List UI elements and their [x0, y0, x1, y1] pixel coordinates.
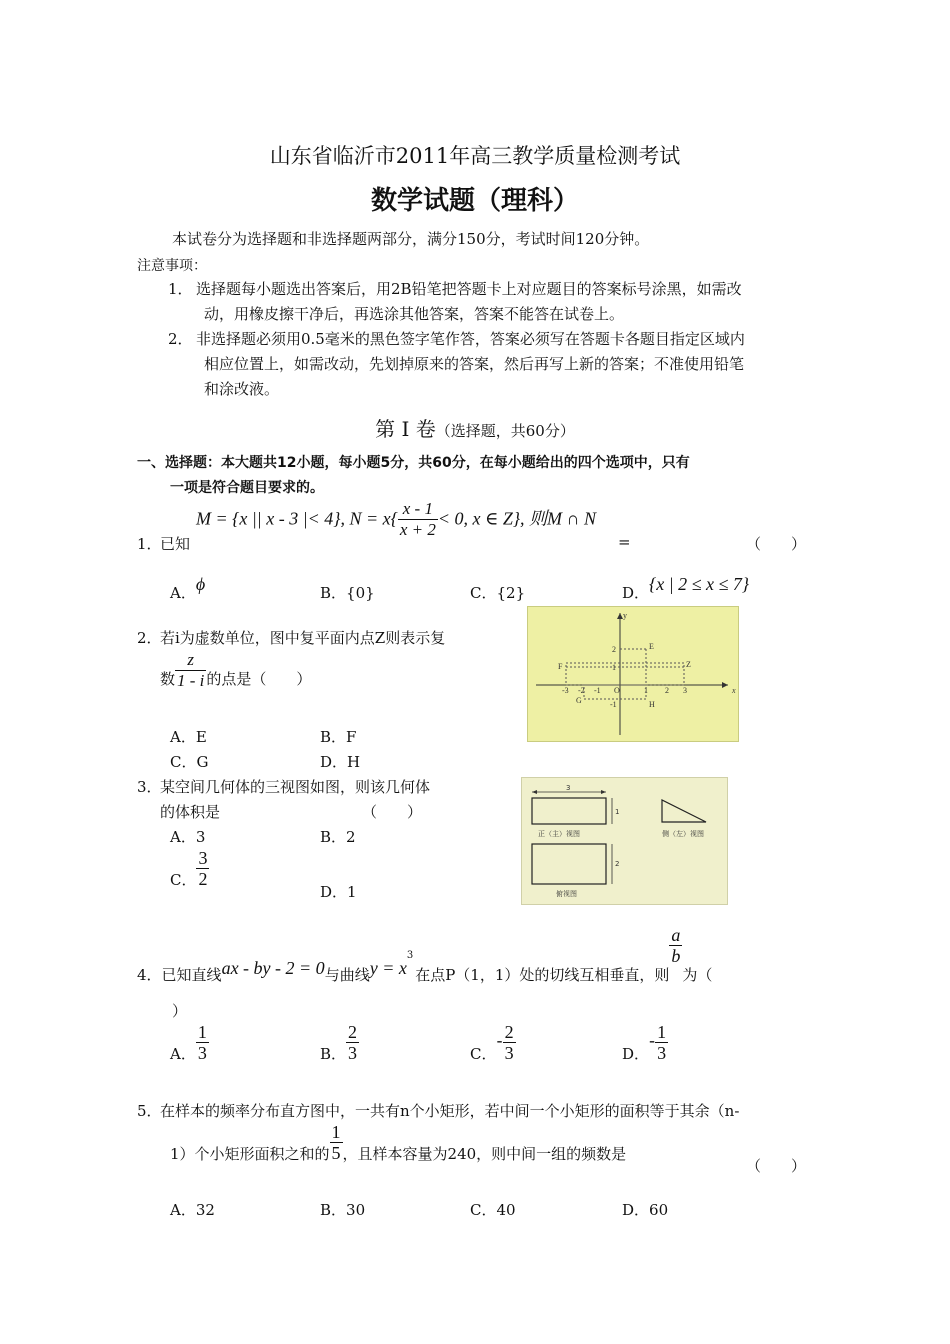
q3-top-label: 俯视图	[556, 890, 577, 898]
q2-ytick-0: 2	[612, 645, 616, 654]
q3-option-d-label: D．	[320, 883, 348, 901]
q4-option-a-num: 1	[197, 1022, 207, 1042]
q5-line1: 在样本的频率分布直方图中，一共有n个小矩形，若中间一个小矩形的面积等于其余（n-	[160, 1102, 740, 1120]
part-instruction-line1: 一、选择题：本大题共12小题，每小题5分，共60分，在每小题给出的四个选项中，只有	[137, 455, 690, 471]
q5-option-a	[170, 1199, 215, 1220]
q2-line1: 若i为虚数单位，图中复平面内点Z则表示复	[160, 629, 446, 647]
q3-three-views-figure	[521, 777, 728, 905]
q4-option-d-den: 3	[657, 1043, 667, 1063]
q4-option-a-den: 3	[197, 1043, 207, 1063]
exam-subtitle: 数学试题（理科）	[370, 186, 579, 216]
q1-option-c-label: C．	[470, 584, 497, 602]
q2-point-g: G	[576, 696, 582, 705]
note-1-line1: 选择题每小题选出答案后，用2B铅笔把答题卡上对应题目的答案标号涂黑，如需改	[196, 280, 742, 298]
q4-option-c-fraction	[503, 1022, 516, 1063]
q2-prefix: 数	[160, 669, 176, 688]
note-2-line2: 相应位置上，如需改动，先划掉原来的答案，然后再写上新的答案；不准使用铅笔	[204, 355, 745, 373]
q2-option-b	[320, 726, 356, 747]
section-title	[0, 413, 950, 442]
q3-answer-paren: （ ）	[362, 803, 423, 821]
q2-option-d-label: D．	[320, 753, 348, 771]
q1-option-c-text: {2}	[496, 584, 526, 602]
q4-option-c-label: C．	[470, 1044, 497, 1063]
exam-intro: 本试卷分为选择题和非选择题两部分，满分150分，考试时间120分钟。	[172, 230, 650, 248]
q3-option-d-text: 1	[347, 883, 357, 901]
q2-axis-y-label: y	[623, 611, 627, 620]
q2-frac-num: z	[175, 650, 206, 671]
q2-line2	[160, 650, 311, 691]
part-instruction-line2: 一项是符合题目要求的。	[170, 480, 324, 496]
q4-num: 4．	[137, 965, 162, 984]
q3-option-c-label: C．	[170, 870, 197, 889]
q2-point-e: E	[649, 642, 654, 651]
q2-ytick-2: -1	[610, 700, 617, 709]
q1-option-b	[320, 582, 375, 603]
q4-line-eq: ax - by - 2 = 0	[221, 957, 325, 978]
q4-option-d-sign: -	[649, 1030, 656, 1052]
q4-prefix: 已知直线	[161, 965, 222, 984]
q1-frac-num: x - 1	[398, 499, 438, 520]
q5-answer-paren: （ ）	[746, 1157, 807, 1175]
q2-origin-label: O	[614, 686, 620, 695]
q2-x-arrow-icon	[722, 682, 728, 688]
q4-option-b-fraction	[346, 1022, 359, 1063]
q3-option-b	[320, 826, 356, 847]
section-title-main: 第 Ⅰ 卷	[375, 417, 436, 441]
q5-option-d	[622, 1199, 668, 1220]
q4-option-c-sign: -	[496, 1030, 503, 1052]
q2-complex-plane-figure	[527, 606, 739, 742]
q3-option-a-label: A．	[170, 828, 196, 846]
q4-option-c	[470, 1022, 516, 1063]
q3-top-view-rect	[532, 844, 606, 884]
q5-line2	[170, 1122, 626, 1163]
q2-point-h: H	[649, 700, 655, 709]
q4-option-a-fraction	[196, 1022, 209, 1063]
note-2-num: 2．	[168, 330, 193, 348]
exam-title: 山东省临沂市2011年高三教学质量检测考试	[269, 144, 681, 168]
q2-option-d-text: H	[347, 753, 361, 771]
q2-point-z: Z	[686, 660, 691, 669]
note-2-line3: 和涂改液。	[204, 380, 280, 398]
q3-option-a-text: 3	[195, 828, 206, 846]
note-1-num: 1．	[168, 280, 193, 298]
q5-prefix2: 1）个小矩形面积之和的	[170, 1144, 330, 1163]
section-title-sub: （选择题，共60分）	[435, 422, 575, 440]
q2-option-a	[170, 726, 207, 747]
q2-axis-x-label: x	[732, 686, 736, 695]
q1-formula	[196, 499, 596, 540]
q5-option-a-text: 32	[195, 1201, 215, 1219]
q4-option-b	[320, 1022, 359, 1063]
q5-option-c-label: C．	[470, 1201, 497, 1219]
q5-suffix2: ，且样本容量为240，则中间一组的频数是	[342, 1144, 627, 1163]
q3-side-view-triangle	[662, 800, 706, 822]
q2-xtick-5: 3	[683, 686, 687, 695]
q3-option-b-label: B．	[320, 828, 347, 846]
q2-option-c	[170, 751, 208, 772]
q3-front-view-rect	[532, 798, 606, 824]
q3-dim-right-arrow-icon	[601, 790, 606, 794]
q3-line1: 某空间几何体的三视图如图，则该几何体	[160, 778, 431, 796]
q3-option-c-den: 2	[198, 869, 208, 889]
q5-option-d-text: 60	[649, 1201, 669, 1219]
q2-ytick-1: 1	[612, 663, 616, 672]
q1-option-c	[470, 582, 525, 603]
q5-fraction	[330, 1122, 343, 1163]
q4-option-d-label: D．	[622, 1044, 650, 1063]
q1-num: 1．	[137, 535, 162, 553]
q5-option-a-label: A．	[170, 1201, 196, 1219]
q2-point-f: F	[558, 662, 563, 671]
q4-fraction	[669, 925, 682, 966]
q5-option-d-label: D．	[622, 1201, 650, 1219]
q1-option-d	[622, 574, 750, 603]
q1-equals: =	[618, 533, 631, 551]
q1-formula-b: < 0, x ∈ Z}, 则M ∩ N	[437, 508, 597, 529]
q1-option-d-label: D．	[622, 584, 650, 602]
q3-front-label: 正（主）视图	[538, 830, 580, 838]
q3-option-c	[170, 848, 209, 889]
q4-rest: 在点P（1，1）处的切线互相垂直，则	[415, 965, 670, 984]
note-1-line2: 动，用橡皮擦干净后，再选涂其他答案，答案不能答在试卷上。	[204, 305, 625, 323]
q2-option-d	[320, 751, 360, 772]
note-2-line1: 非选择题必须用0.5毫米的黑色签字笔作答，答案必须写在答题卡各题目指定区域内	[196, 330, 745, 348]
q4-option-a-label: A．	[170, 1044, 196, 1063]
q1-option-a-label: A．	[170, 584, 196, 602]
q4-option-d-fraction	[655, 1022, 668, 1063]
q5-frac-den: 5	[331, 1143, 341, 1163]
q4-option-c-den: 3	[504, 1043, 514, 1063]
q2-option-a-label: A．	[170, 728, 196, 746]
q4-option-b-num: 2	[348, 1022, 358, 1042]
q5-option-b-text: 30	[346, 1201, 366, 1219]
q2-frac-den: 1 - i	[177, 671, 205, 690]
q4-option-a	[170, 1022, 209, 1063]
q4-option-b-den: 3	[348, 1043, 358, 1063]
q2-option-c-label: C．	[170, 753, 197, 771]
q2-xtick-2: -1	[594, 686, 601, 695]
q4-line	[137, 925, 713, 984]
q4-option-d-num: 1	[657, 1022, 667, 1042]
q1-formula-a: M = {x || x - 3 |< 4}, N = x{	[196, 508, 398, 529]
q3-option-b-text: 2	[346, 828, 356, 846]
q5-num: 5．	[137, 1102, 162, 1120]
q5-option-c-text: 40	[496, 1201, 516, 1219]
q4-frac-den: b	[671, 946, 681, 966]
q5-option-b	[320, 1199, 365, 1220]
q3-option-d	[320, 881, 357, 902]
q4-curve-exp: 3	[406, 949, 414, 961]
q1-option-d-text: {x | 2 ≤ x ≤ 7}	[649, 574, 750, 594]
q5-frac-num: 1	[331, 1122, 341, 1142]
q2-num: 2．	[137, 629, 162, 647]
q2-fraction	[175, 650, 206, 691]
q1-frac-den: x + 2	[399, 520, 436, 539]
q1-option-a	[170, 574, 206, 603]
q4-mid: 与曲线	[324, 965, 370, 984]
q2-xtick-1: -2	[578, 686, 585, 695]
q2-option-c-text: G	[196, 753, 209, 771]
q2-option-b-label: B．	[320, 728, 347, 746]
q1-option-a-text: ϕ	[195, 574, 206, 594]
q2-option-a-text: E	[195, 728, 207, 746]
q2-xtick-3: 1	[644, 686, 648, 695]
q1-fraction	[398, 499, 438, 540]
q1-prefix: 已知	[160, 535, 191, 553]
q2-suffix: 的点是（ ）	[206, 669, 312, 688]
q3-option-a	[170, 826, 205, 847]
q4-option-b-label: B．	[320, 1044, 347, 1063]
q3-dim-right-bottom: 2	[615, 860, 620, 868]
q1-option-b-label: B．	[320, 584, 347, 602]
q5-option-c	[470, 1199, 516, 1220]
q1-answer-paren: （ ）	[746, 535, 807, 553]
q3-dim-right-top: 1	[615, 808, 620, 816]
q3-option-c-num: 3	[198, 848, 208, 868]
q2-xtick-4: 2	[665, 686, 669, 695]
q5-option-b-label: B．	[320, 1201, 347, 1219]
q3-dim-left-arrow-icon	[532, 790, 537, 794]
q4-option-c-num: 2	[504, 1022, 514, 1042]
q4-option-d	[622, 1022, 668, 1063]
q4-curve-eq: y = x	[369, 957, 407, 978]
q4-frac-num: a	[671, 925, 681, 945]
q3-num: 3．	[137, 778, 162, 796]
notes-title: 注意事项：	[137, 258, 207, 274]
q2-xtick-0: -3	[562, 686, 569, 695]
q2-option-b-text: F	[346, 728, 357, 746]
q3-option-c-fraction	[196, 848, 209, 889]
q3-side-label: 侧（左）视图	[662, 830, 704, 838]
q4-tail: 为（	[682, 965, 713, 984]
q1-option-b-text: {0}	[346, 584, 375, 602]
q3-dim-top: 3	[566, 784, 571, 792]
q4-close-paren: ）	[172, 1002, 188, 1020]
q3-line2: 的体积是	[160, 803, 221, 821]
